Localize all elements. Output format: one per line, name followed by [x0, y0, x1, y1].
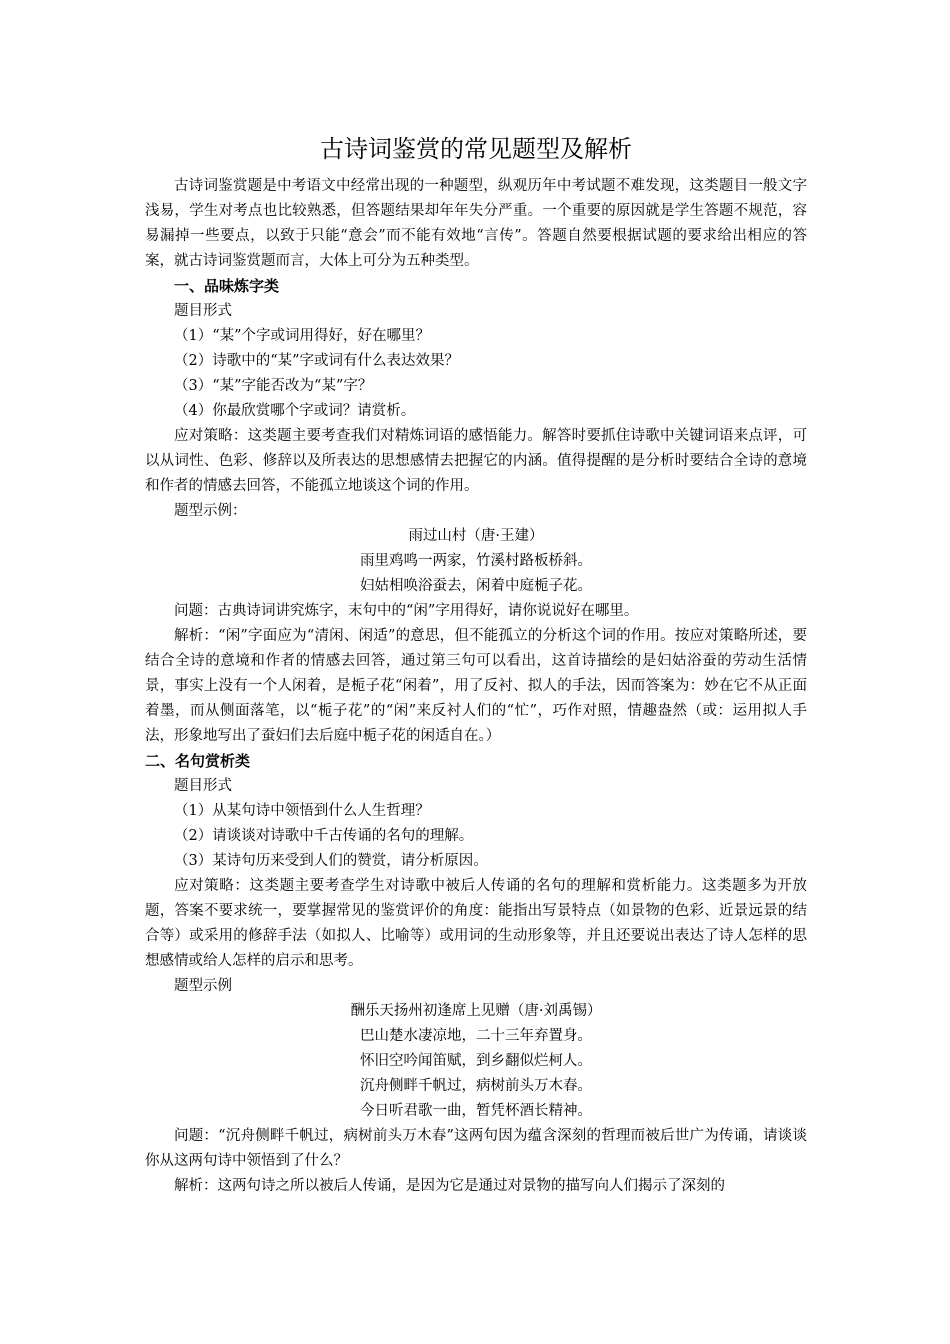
- section-1-poem-line: 妇姑相唤浴蚕去，闲着中庭栀子花。: [360, 578, 592, 594]
- section-2-question: 问题：“沉舟侧畔千帆过，病树前头万木春”这两句因为蕴含深刻的哲理而被后世广为传诵，请谈谈你从这两句诗中领悟到了什么？: [145, 1128, 807, 1169]
- section-2-poem-title: 酬乐天扬州初逢席上见赠（唐·刘禹锡）: [350, 1003, 602, 1019]
- section-2-form-item: （3）某诗句历来受到人们的赞赏，请分析原因。: [174, 853, 488, 869]
- section-2-poem-line: 沉舟侧畔千帆过，病树前头万木春。: [360, 1078, 592, 1094]
- section-2-example-label: 题型示例: [174, 978, 232, 994]
- document-title: 古诗词鉴赏的常见题型及解析: [320, 135, 632, 163]
- section-1-question: 问题：古典诗词讲究炼字，末句中的“闲”字用得好，请你说说好在哪里。: [174, 603, 639, 619]
- section-2-analysis: 解析：这两句诗之所以被后人传诵，是因为它是通过对景物的描写向人们揭示了深刻的: [174, 1178, 725, 1194]
- section-1-form-item: （2）诗歌中的“某”字或词有什么表达效果？: [174, 353, 460, 369]
- document-page: [145, 132, 807, 1199]
- section-1-example-label: 题型示例：: [174, 503, 247, 519]
- section-1-analysis: 解析：“闲”字面应为“清闲、闲适”的意思，但不能孤立的分析这个词的作用。按应对策略所述，要结合全诗的意境和作者的情感去回答，通过第三句可以看出，这首诗描绘的是妇姑浴蚕的劳动生活情景，事实上没有一个人闲着，是栀子花“闲着”，用了反衬、拟人的手法，因而答案为：妙在它不从正面着墨，而从侧面落笔，以“栀子花”的“闲”来反衬人们的“忙”，巧作对照，情趣盎然（或：运用拟人手法，形象地写出了蚕妇们去后庭中栀子花的闲适自在。）: [145, 628, 807, 744]
- section-1-form-item: （1）“某”个字或词用得好，好在哪里？: [174, 328, 431, 344]
- intro-paragraph: 古诗词鉴赏题是中考语文中经常出现的一种题型，纵观历年中考试题不难发现，这类题目一般文字浅易，学生对考点也比较熟悉，但答题结果却年年失分严重。一个重要的原因就是学生答题不规范，容易漏掉一些要点，以致于只能“意会”而不能有效地“言传”。答题自然要根据试题的要求给出相应的答案，就古诗词鉴赏题而言，大体上可分为五种类型。: [145, 178, 807, 269]
- section-2-form-item: （2）请谈谈对诗歌中千古传诵的名句的理解。: [174, 828, 474, 844]
- section-1-poem-line: 雨里鸡鸣一两家，竹溪村路板桥斜。: [360, 553, 592, 569]
- section-1-form-label: 题目形式: [174, 303, 232, 319]
- section-2-form-label: 题目形式: [174, 778, 232, 794]
- section-2-heading: 二、名句赏析类: [145, 752, 251, 770]
- section-2-poem-line: 怀旧空吟闻笛赋，到乡翻似烂柯人。: [360, 1053, 592, 1069]
- section-1-strategy: 应对策略：这类题主要考查我们对精炼词语的感悟能力。解答时要抓住诗歌中关键词语来点评，可以从词性、色彩、修辞以及所表达的思想感情去把握它的内涵。值得提醒的是分析时要结合全诗的意境和作者的情感去回答，不能孤立地谈这个词的作用。: [145, 428, 807, 494]
- section-2-form-item: （1）从某句诗中领悟到什么人生哲理？: [174, 803, 430, 819]
- section-1-poem-title: 雨过山村（唐·王建）: [408, 528, 544, 544]
- section-1-heading: 一、品味炼字类: [174, 277, 280, 295]
- section-1-form-item: （3）“某”字能否改为“某”字？: [174, 378, 373, 394]
- section-2-poem-line: 巴山楚水凄凉地，二十三年弃置身。: [360, 1028, 592, 1044]
- section-2-strategy: 应对策略：这类题主要考查学生对诗歌中被后人传诵的名句的理解和赏析能力。这类题多为开放题，答案不要求统一，要掌握常见的鉴赏评价的角度：能指出写景特点（如景物的色彩、近景远景的结合等）或采用的修辞手法（如拟人、比喻等）或用词的生动形象等，并且还要说出表达了诗人怎样的思想感情或给人怎样的启示和思考。: [145, 878, 807, 969]
- section-1-form-item: （4）你最欣赏哪个字或词？请赏析。: [174, 403, 416, 419]
- section-2-poem-line: 今日听君歌一曲，暂凭杯酒长精神。: [360, 1103, 592, 1119]
